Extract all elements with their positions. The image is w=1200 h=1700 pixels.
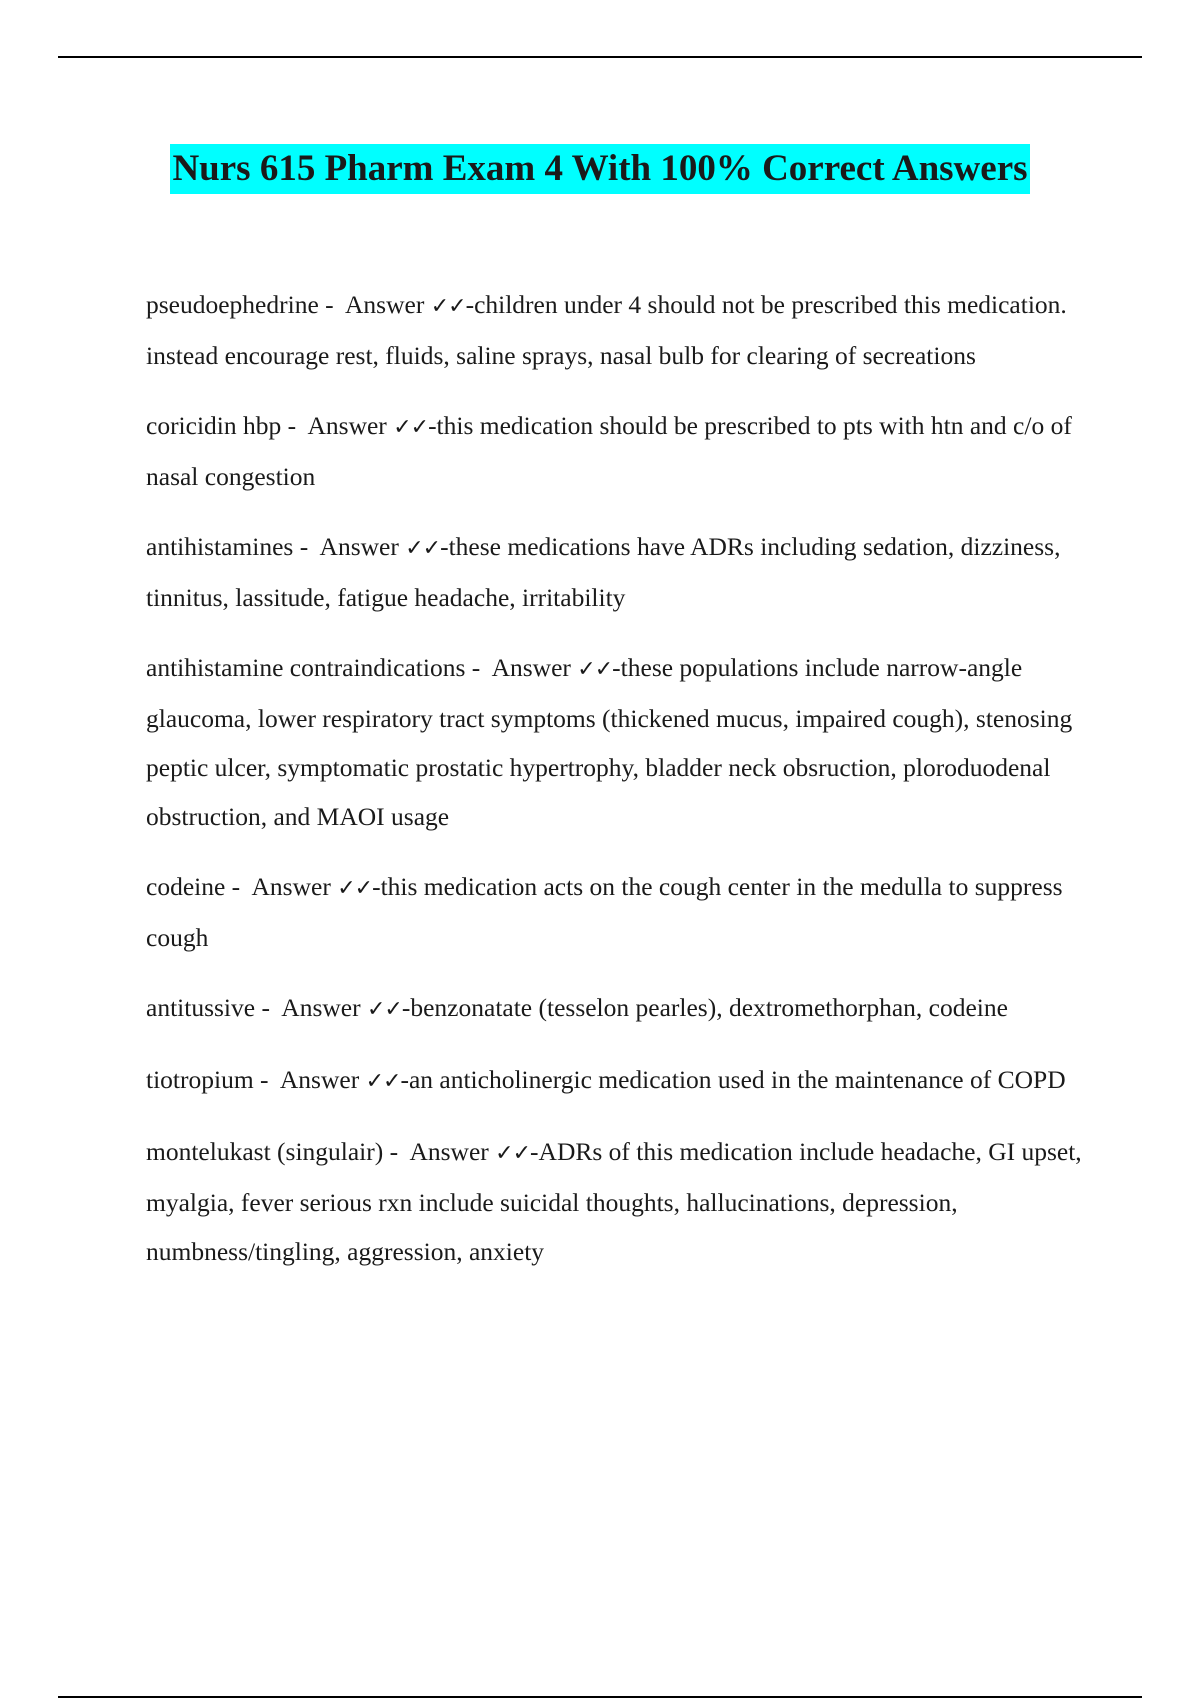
bottom-rule xyxy=(58,1696,1142,1698)
answer-label: Answer xyxy=(251,872,331,901)
top-rule xyxy=(58,56,1142,58)
qa-term: antihistamine contraindications xyxy=(146,653,466,682)
answer-label: Answer xyxy=(319,532,399,561)
answer-label: Answer xyxy=(279,1065,360,1094)
answer-label: Answer xyxy=(307,411,387,440)
qa-term: coricidin hbp xyxy=(146,411,282,440)
qa-entry: montelukast (singulair) - Answer ✓✓-ADRs of this medication include headache, GI upset, myalgia, fever serious rxn include suicidal thoughts, hallucinations, depression, numbness/tingling, aggression, anxiety xyxy=(146,1137,1082,1266)
qa-entry: codeine - Answer ✓✓-this medication acts on the cough center in the medulla to suppress cough xyxy=(146,872,1063,952)
qa-entry: antitussive - Answer ✓✓-benzonatate (tesselon pearles), dextromethorphan, codeine xyxy=(146,993,1008,1022)
answer-label: Answer xyxy=(281,993,361,1022)
qa-answer: -children under 4 should not be prescribed this medication. instead encourage rest, fluids, saline sprays, nasal bulb for clearing of secreations xyxy=(146,290,1067,370)
answer-label: Answer xyxy=(345,290,425,319)
qa-answer: -benzonatate (tesselon pearles), dextromethorphan, codeine xyxy=(401,993,1008,1022)
qa-term: tiotropium xyxy=(146,1065,254,1094)
qa-answer: -ADRs of this medication include headache, GI upset, myalgia, fever serious rxn include suicidal thoughts, hallucinations, depression, numbness/tingling, aggression, anxiety xyxy=(146,1137,1082,1266)
double-check-icon: ✓✓ xyxy=(365,1069,401,1094)
qa-entry: tiotropium - Answer ✓✓-an anticholinergic medication used in the maintenance of COPD xyxy=(146,1065,1066,1094)
double-check-icon: ✓✓ xyxy=(577,657,613,682)
title-container xyxy=(0,144,1200,194)
qa-entry: antihistamines - Answer ✓✓-these medications have ADRs including sedation, dizziness, tinnitus, lassitude, fatigue headache, irritability xyxy=(146,532,1061,612)
double-check-icon: ✓✓ xyxy=(393,415,429,440)
qa-entry: pseudoephedrine - Answer ✓✓-children under 4 should not be prescribed this medication. instead encourage rest, fluids, saline sprays, nasal bulb for clearing of secreations xyxy=(146,290,1067,370)
qa-term: montelukast (singulair) xyxy=(146,1137,384,1166)
answer-label: Answer xyxy=(409,1137,489,1166)
double-check-icon: ✓✓ xyxy=(337,876,373,901)
qa-answer: -this medication acts on the cough center in the medulla to suppress cough xyxy=(146,872,1063,952)
answer-label: Answer xyxy=(491,653,571,682)
double-check-icon: ✓✓ xyxy=(495,1141,531,1166)
double-check-icon: ✓✓ xyxy=(367,997,402,1022)
qa-term: antitussive xyxy=(146,993,256,1022)
double-check-icon: ✓✓ xyxy=(430,294,466,319)
double-check-icon: ✓✓ xyxy=(405,536,441,561)
qa-entry: antihistamine contraindications - Answer ✓✓-these populations include narrow-angle glaucoma, lower respiratory tract symptoms (thickened mucus, impaired cough), stenosing peptic ulcer, symptomatic prostatic hypertrophy, bladder neck obsruction, ploroduodenal obstruction, and MAOI usage xyxy=(146,653,1073,831)
qa-list xyxy=(146,280,1086,1297)
qa-answer: -an anticholinergic medication used in the maintenance of COPD xyxy=(400,1065,1066,1094)
qa-answer: -these populations include narrow-angle glaucoma, lower respiratory tract symptoms (thickened mucus, impaired cough), stenosing peptic ulcer, symptomatic prostatic hypertrophy, bladder neck obsruction, ploroduodenal obstruction, and MAOI usage xyxy=(146,653,1073,831)
qa-entry: coricidin hbp - Answer ✓✓-this medication should be prescribed to pts with htn and c/o of nasal congestion xyxy=(146,411,1072,491)
qa-answer: -this medication should be prescribed to pts with htn and c/o of nasal congestion xyxy=(146,411,1072,491)
qa-term: pseudoephedrine xyxy=(146,290,319,319)
qa-answer: -these medications have ADRs including sedation, dizziness, tinnitus, lassitude, fatigue headache, irritability xyxy=(146,532,1061,612)
qa-term: codeine xyxy=(146,872,226,901)
qa-term: antihistamines xyxy=(146,532,294,561)
document-title: Nurs 615 Pharm Exam 4 With 100% Correct Answers xyxy=(170,144,1029,194)
